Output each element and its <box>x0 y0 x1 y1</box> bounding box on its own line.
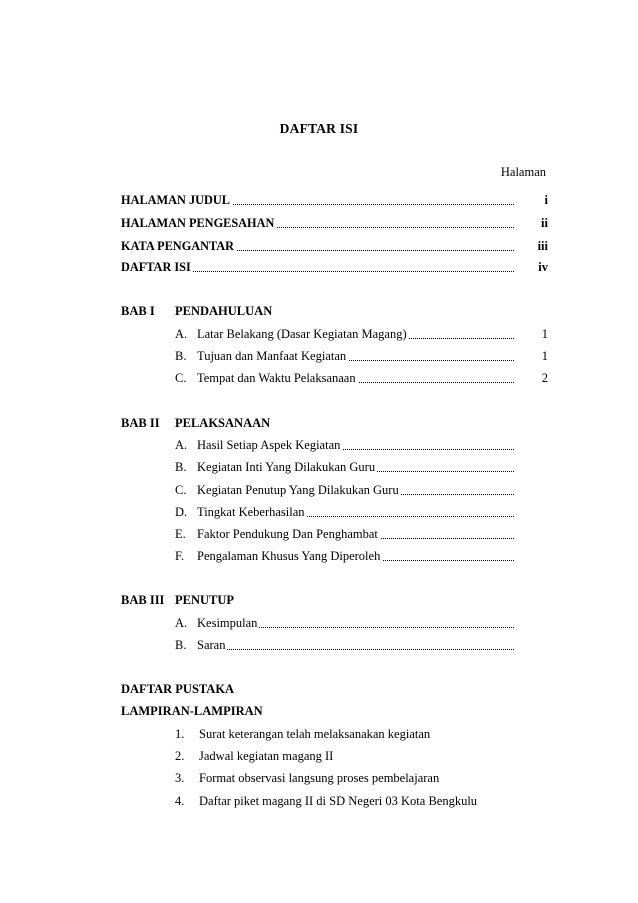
toc-subentry <box>175 635 514 655</box>
toc-subentry-label: Tingkat Keberhasilan <box>197 505 305 519</box>
chapter-number: BAB II <box>121 416 160 430</box>
toc-subentry-label: Faktor Pendukung Dan Penghambat <box>197 527 378 541</box>
item-marker: C. <box>175 483 187 497</box>
toc-subentry-label: Latar Belakang (Dasar Kegiatan Magang) <box>197 327 407 341</box>
toc-subentry-label: Saran <box>197 638 226 652</box>
toc-entry-label: KATA PENGANTAR <box>121 239 235 253</box>
lampiran-item <box>175 746 333 766</box>
lampiran-heading: LAMPIRAN-LAMPIRAN <box>121 704 263 718</box>
toc-subentry <box>175 546 514 566</box>
item-marker: 1. <box>175 727 185 741</box>
daftar-pustaka-heading: DAFTAR PUSTAKA <box>121 682 235 696</box>
toc-subentry-label: Kegiatan Penutup Yang Dilakukan Guru <box>197 483 399 497</box>
toc-entry <box>121 236 548 256</box>
page-column-header: Halaman <box>500 165 546 179</box>
item-marker: B. <box>175 460 187 474</box>
toc-subentry <box>175 368 548 388</box>
toc-subentry <box>175 324 548 344</box>
toc-entry <box>121 257 548 277</box>
item-marker: 2. <box>175 749 185 763</box>
chapter-number: BAB III <box>121 593 165 607</box>
toc-subentry <box>175 480 514 500</box>
toc-subentry <box>175 502 514 522</box>
toc-subentry <box>175 524 514 544</box>
item-marker: C. <box>175 371 187 385</box>
toc-subentry-page: 2 <box>541 371 548 385</box>
chapter-heading <box>121 413 270 433</box>
toc-subentry-page: 1 <box>541 327 548 341</box>
toc-subentry-label: Tujuan dan Manfaat Kegiatan <box>197 349 347 363</box>
toc-entry-page: ii <box>541 216 548 230</box>
toc-subentry-label: Kegiatan Inti Yang Dilakukan Guru <box>197 460 376 474</box>
toc-subentry <box>175 346 548 366</box>
toc-entry-label: HALAMAN PENGESAHAN <box>121 216 275 230</box>
toc-entry-label: HALAMAN JUDUL <box>121 193 230 207</box>
chapter-title: PELAKSANAAN <box>175 416 271 430</box>
item-marker: A. <box>175 616 188 630</box>
toc-entry-page: iii <box>537 239 548 253</box>
item-marker: A. <box>175 438 188 452</box>
chapter-heading <box>121 590 234 610</box>
toc-subentry <box>175 435 514 455</box>
item-marker: F. <box>175 549 185 563</box>
lampiran-item-label: Surat keterangan telah melaksanakan kegiatan <box>199 727 431 741</box>
chapter-title: PENDAHULUAN <box>175 304 273 318</box>
lampiran-item <box>175 768 439 788</box>
lampiran-item <box>175 791 477 811</box>
page-title: DAFTAR ISI <box>279 121 359 136</box>
item-marker: B. <box>175 638 187 652</box>
toc-entry-page: i <box>544 193 548 207</box>
toc-entry <box>121 213 548 233</box>
lampiran-item-label: Format observasi langsung proses pembelajaran <box>199 771 440 785</box>
toc-subentry <box>175 457 514 477</box>
chapter-title: PENUTUP <box>175 593 235 607</box>
toc-entry-label: DAFTAR ISI <box>121 260 191 274</box>
item-marker: E. <box>175 527 186 541</box>
toc-subentry-label: Tempat dan Waktu Pelaksanaan <box>197 371 356 385</box>
item-marker: D. <box>175 505 188 519</box>
item-marker: 3. <box>175 771 185 785</box>
toc-entry <box>121 190 548 210</box>
chapter-heading <box>121 301 272 321</box>
lampiran-item-label: Daftar piket magang II di SD Negeri 03 Kota Bengkulu <box>199 794 478 808</box>
item-marker: B. <box>175 349 187 363</box>
toc-subentry-page: 1 <box>541 349 548 363</box>
toc-subentry <box>175 613 514 633</box>
item-marker: 4. <box>175 794 185 808</box>
toc-subentry-label: Hasil Setiap Aspek Kegiatan <box>197 438 341 452</box>
toc-subentry-label: Kesimpulan <box>197 616 258 630</box>
lampiran-item <box>175 724 430 744</box>
toc-subentry-label: Pengalaman Khusus Yang Diperoleh <box>197 549 381 563</box>
chapter-number: BAB I <box>121 304 155 318</box>
toc-entry-page: iv <box>538 260 548 274</box>
item-marker: A. <box>175 327 188 341</box>
lampiran-item-label: Jadwal kegiatan magang II <box>199 749 334 763</box>
